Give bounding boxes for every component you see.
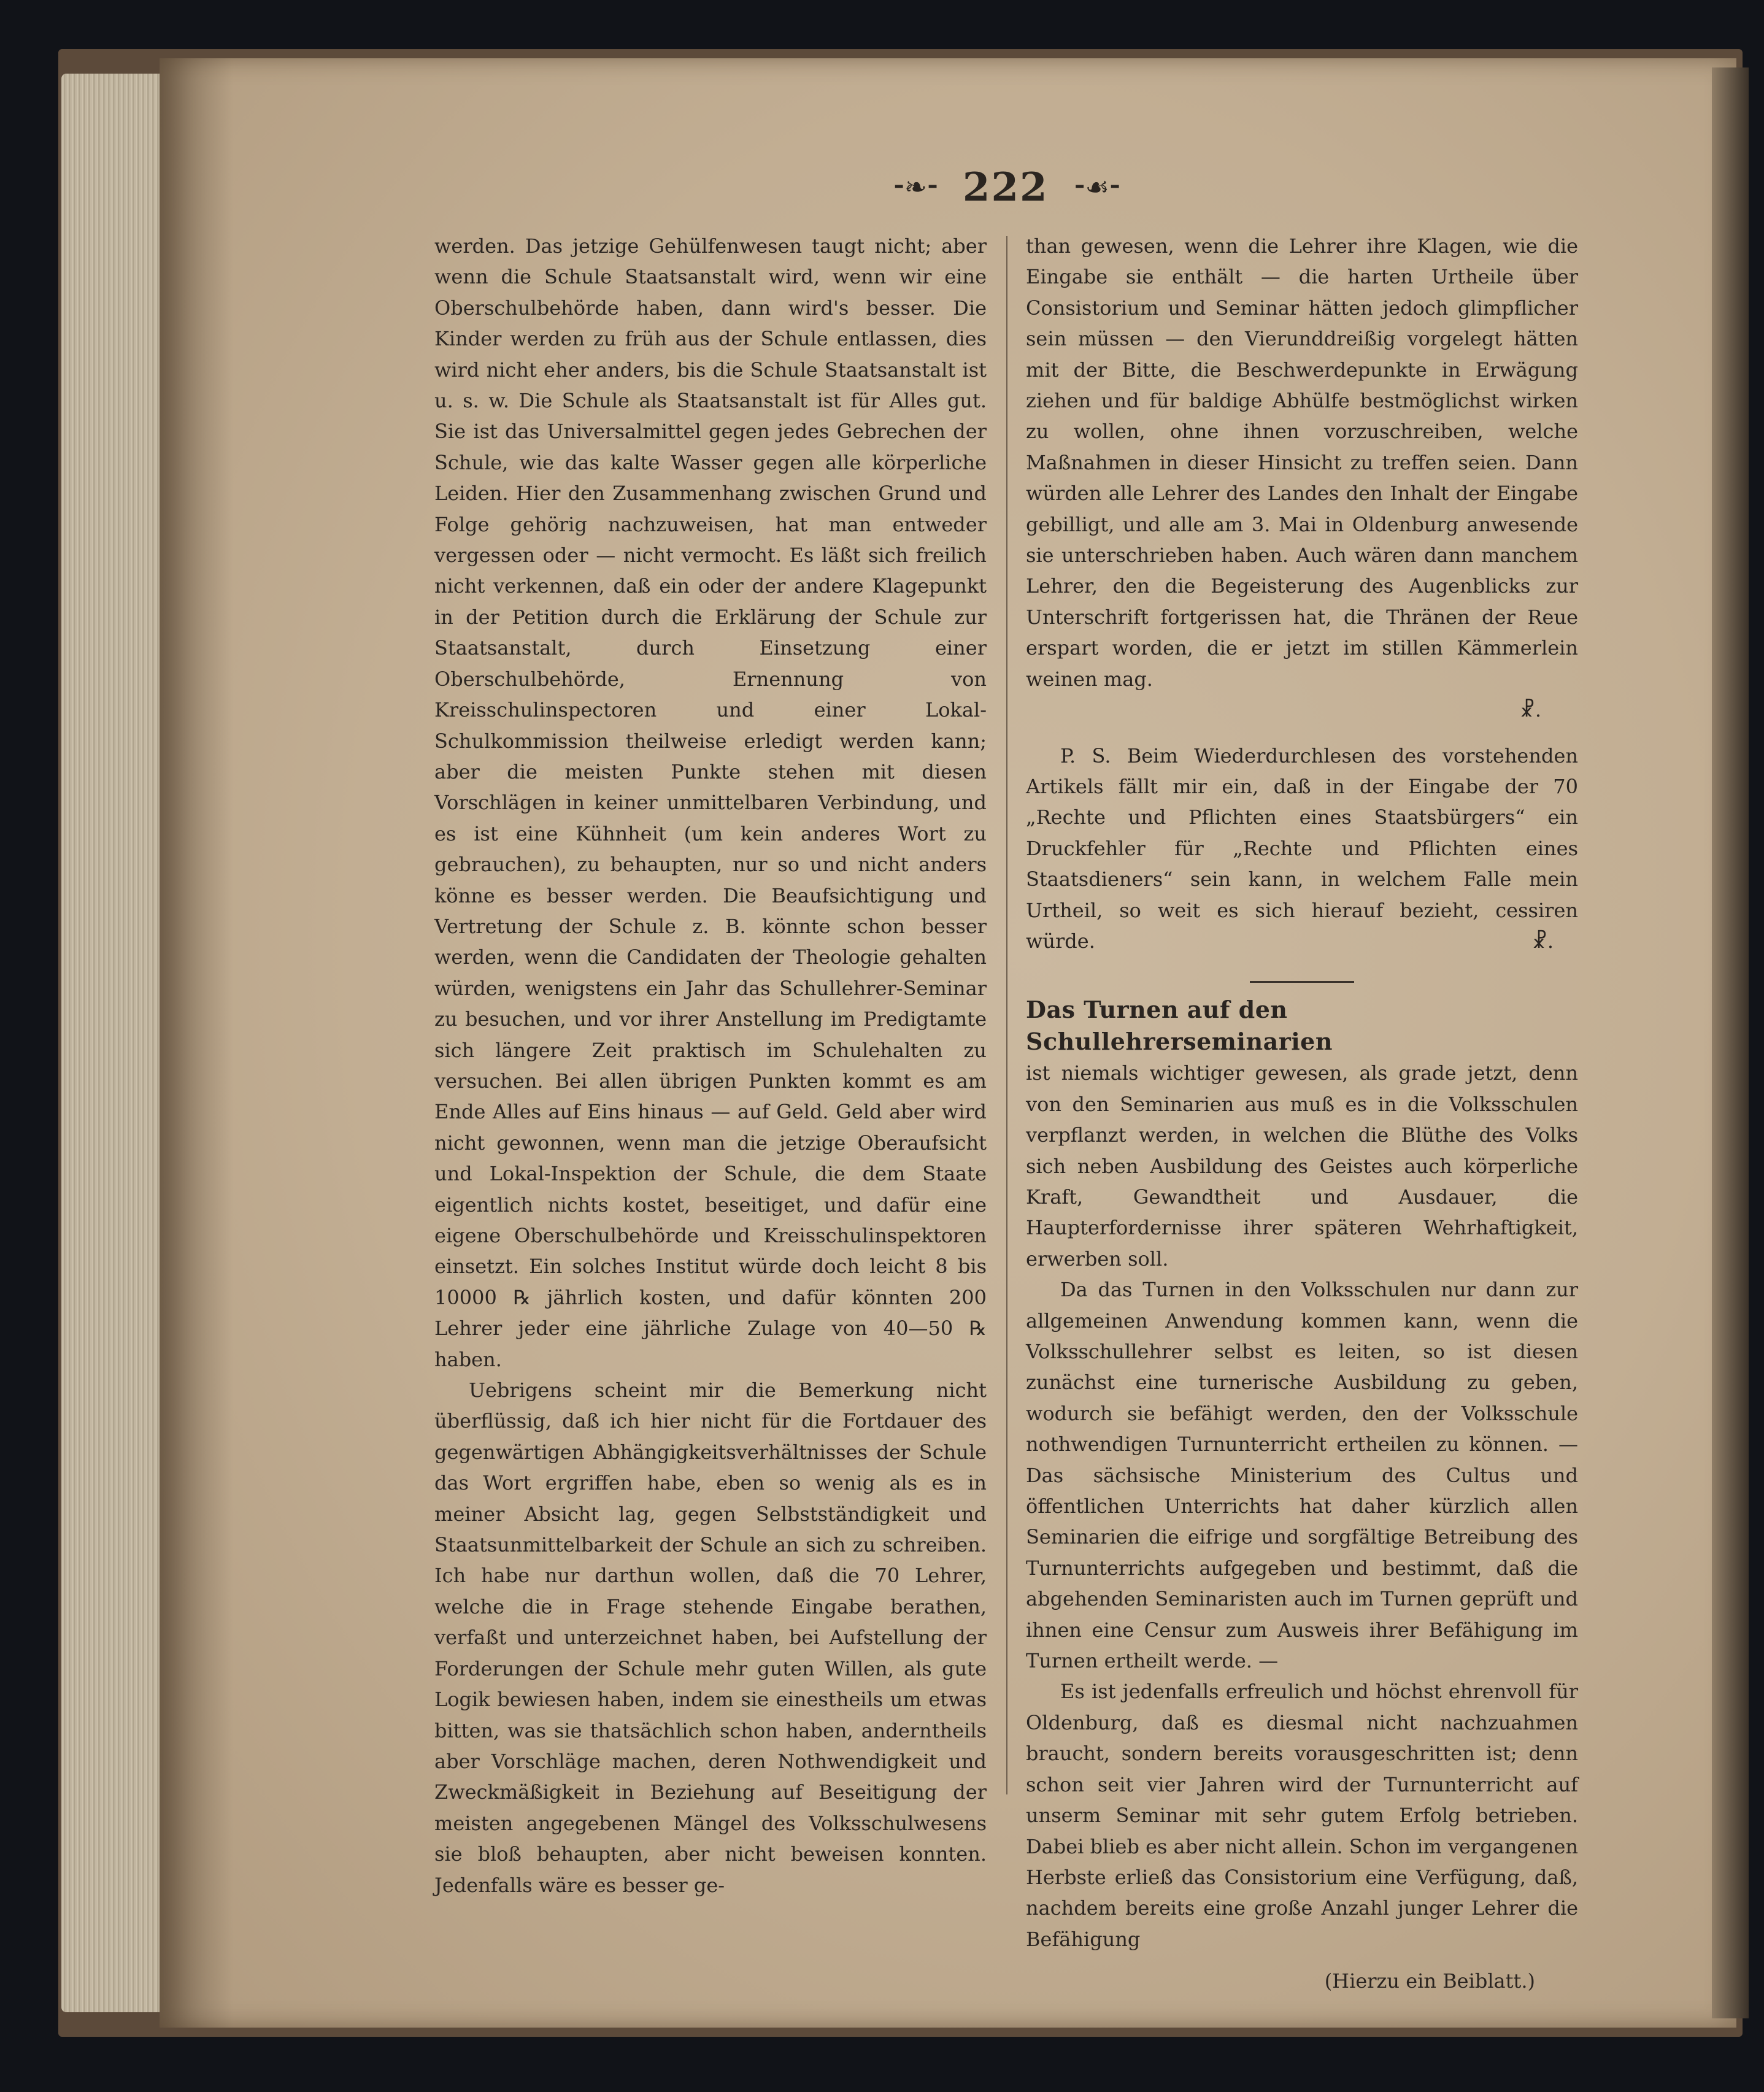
ornament-right-icon: ⁃☙⁃ (1073, 171, 1120, 203)
postscript (1026, 740, 1578, 957)
page-header (859, 163, 1154, 212)
supplement-note: (Hierzu ein Beiblatt.) (1324, 1969, 1535, 1993)
postscript-text: P. S. Beim Wiederdurchlesen des vorstehenden Artikels fällt mir ein, daß in der Eingabe der 70 „Rechte und Pflichten eines Staatsbürgers“ ein Druckfehler für „Rechte und Pflichten eines Staatsdieners“ sein kann, in welchem Falle mein Urtheil, so weit es sich hierauf bezieht, cessiren würde. (1026, 744, 1578, 953)
ornament-left-icon: ⁃❧⁃ (892, 171, 938, 203)
left-paragraph-1: werden. Das jetzige Gehülfenwesen taugt nicht; aber wenn die Schule Staatsanstalt wird, wenn wir eine Oberschulbehörde haben, dann wird's besser. Die Kinder werden zu früh aus der Schule entlassen, dies wird nicht eher anders, bis die Schule Staatsanstalt ist u. s. w. Die Schule als Staatsanstalt ist für Alles gut. Sie ist das Universalmittel gegen jedes Gebrechen der Schule, wie das kalte Wasser gegen alle körperliche Leiden. Hier den Zusammenhang zwischen Grund und Folge gehörig nachzuweisen, hat man entweder vergessen oder — nicht vermocht. Es läßt sich freilich nicht verkennen, daß ein oder der andere Klagepunkt in der Petition durch die Erklärung der Schule zur Staatsanstalt, durch Einsetzung einer Oberschulbehörde, Ernennung von Kreisschulinspectoren und einer Lokal-Schulkommission theilweise erledigt werden kann; aber die meisten Punkte stehen mit diesen Vorschlägen in keiner unmittelbaren Verbindung, und es ist eine Kühnheit (um kein anderes Wort zu gebrauchen), zu behaupten, nur so und nicht anders könne es besser werden. Die Beaufsichtigung und Vertretung der Schule z. B. könnte schon besser werden, wenn die Candidaten der Theologie gehalten würden, wenigstens ein Jahr das Schullehrer-Seminar zu besuchen, und vor ihrer Anstellung im Predigtamte sich längere Zeit praktisch im Schulehalten zu versuchen. Bei allen übrigen Punkten kommt es am Ende Alles auf Eins hinaus — auf Geld. Geld aber wird nicht gewonnen, wenn man die jetzige Oberaufsicht und Lokal-Inspektion der Schule, die dem Staate eigentlich nichts kostet, beseitiget, und dafür eine eigene Oberschulbehörde und Kreisschulinspektoren einsetzt. Ein solches Institut würde doch leicht 8 bis 10000 ℞ jährlich kosten, und dafür könnten 200 Lehrer jeder eine jährliche Zulage von 40—50 ℞ haben. (434, 234, 987, 1371)
page-number: 222 (962, 164, 1049, 210)
left-column (434, 231, 987, 1901)
left-paragraph-2: Uebrigens scheint mir die Bemerkung nicht überflüssig, daß ich hier nicht für die Fortdauer des gegenwärtigen Abhängigkeitsverhältnisses der Schule das Wort ergriffen habe, eben so wenig als es in meiner Absicht lag, gegen Selbstständigkeit und Staatsunmittelbarkeit der Schule an sich zu schreiben. Ich habe nur darthun wollen, daß die 70 Lehrer, welche die in Frage stehende Eingabe berathen, verfaßt und unterzeichnet haben, bei Aufstellung der Forderungen der Schule mehr guten Willen, als gute Logik bewiesen haben, indem sie einestheils um etwas bitten, was sie thatsächlich schon haben, anderntheils aber Vorschläge machen, deren Nothwendigkeit und Zweckmäßigkeit in Beziehung auf Beseitigung der meisten angegebenen Mängel des Volksschulwesens sie bloß behaupten, aber nicht beweisen konnten. Jedenfalls wäre es besser ge- (434, 1379, 987, 1897)
signature-2: ☧. (1531, 929, 1554, 953)
section-title: Das Turnen auf den Schullehrerseminarien (1026, 996, 1333, 1056)
signature-1: ☧. (1519, 698, 1541, 722)
right-column (1026, 231, 1578, 1997)
right-continuation: than gewesen, wenn die Lehrer ihre Klagen, wie die Eingabe sie enthält — die harten Urtheile über Consistorium und Seminar hätten jedoch glimpflicher sein müssen — den Vierunddreißig vorgelegt hätten mit der Bitte, die Beschwerdepunkte in Erwägung ziehen und für baldige Abhülfe bestmöglichst wirken zu wollen, ohne ihnen vorzuschreiben, welche Maßnahmen in dieser Hinsicht zu treffen seien. Dann würden alle Lehrer des Landes den Inhalt der Eingabe gebilligt, und alle am 3. Mai in Oldenburg anwesende sie unterschrieben haben. Auch wären dann manchem Lehrer, den die Begeisterung des Augenblicks zur Unterschrift fortgerissen hat, die Thränen der Reue erspart worden, die er jetzt im stillen Kämmerlein weinen mag. (1026, 234, 1578, 691)
section-paragraph-3: Es ist jedenfalls erfreulich und höchst ehrenvoll für Oldenburg, daß es diesmal nicht nachzuahmen braucht, sondern bereits vorausgeschritten ist; denn schon seit vier Jahren wird der Turnunterricht auf unserm Seminar mit sehr gutem Erfolg betrieben. Dabei blieb es aber nicht allein. Schon im vergangenen Herbste erließ das Consistorium eine Verfügung, daß, nachdem bereits eine große Anzahl junger Lehrer die Befähigung (1026, 1680, 1578, 1951)
right-page-fold (1712, 67, 1749, 2018)
column-divider (1006, 236, 1007, 1794)
gutter-shadow (160, 58, 233, 2028)
section-paragraph-2: Da das Turnen in den Volksschulen nur dann zur allgemeinen Anwendung kommen kann, wenn die Volksschullehrer selbst es leiten, so ist diesen zunächst eine turnerische Ausbildung zu geben, wodurch sie befähigt werden, den der Volksschule nothwendigen Turnunterricht ertheilen zu können. — Das sächsische Ministerium des Cultus und öffentlichen Unterrichts hat daher kürzlich allen Seminarien die eifrige und sorgfältige Betreibung des Turnunterrichts aufgegeben und bestimmt, daß die abgehenden Seminaristen auch im Turnen geprüft und ihnen eine Censur zum Ausweis ihrer Befähigung im Turnen ertheilt werde. — (1026, 1278, 1578, 1673)
section-separator (1250, 981, 1354, 983)
section-paragraph-1: ist niemals wichtiger gewesen, als grade jetzt, denn von den Seminarien aus muß es in die Volksschulen verpflanzt werden, in welchen die Blüthe des Volks sich neben Ausbildung des Geistes auch körperliche Kraft, Gewandtheit und Ausdauer, die Haupterfordernisse ihrer späteren Wehrhaftigkeit, erwerben soll. (1026, 1061, 1578, 1271)
